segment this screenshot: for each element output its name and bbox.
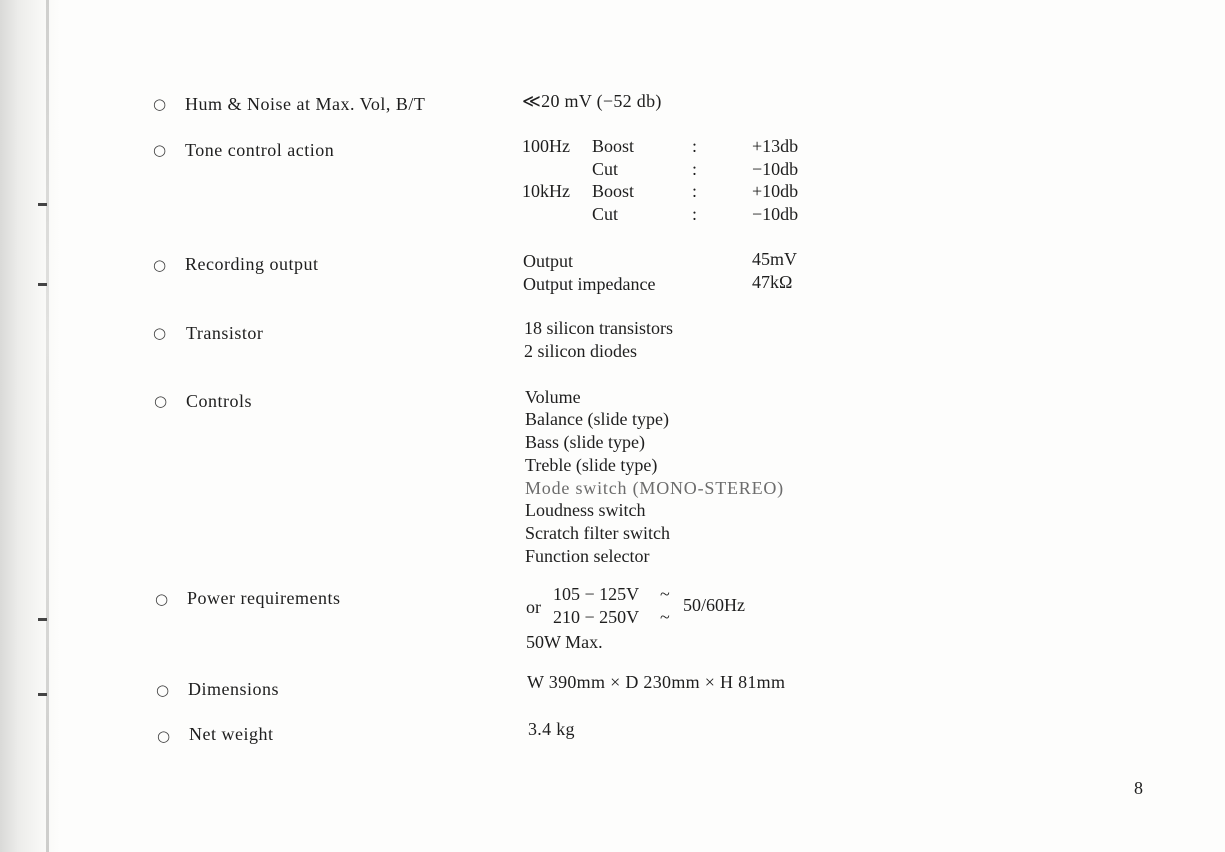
ac-symbol-icon: ~ xyxy=(660,584,670,604)
control-line: Loudness switch xyxy=(525,500,646,520)
tone-type: Cut xyxy=(592,204,619,224)
control-line: Bass (slide type) xyxy=(525,432,645,452)
recording-row-value: 47kΩ xyxy=(752,272,793,292)
power-voltage: 105 − 125V xyxy=(553,584,640,604)
spec-label-tone-control: Tone control action xyxy=(185,140,335,160)
recording-row-name: Output xyxy=(523,251,574,271)
spec-value-hum-noise: ≪20 mV (−52 db) xyxy=(522,91,662,111)
recording-row-name: Output impedance xyxy=(523,274,656,294)
bullet-icon: ○ xyxy=(153,141,167,159)
spec-label-controls: Controls xyxy=(186,391,253,411)
binding-mark xyxy=(38,283,47,286)
tone-band: 10kHz xyxy=(522,181,570,201)
spec-value-net-weight: 3.4 kg xyxy=(528,719,575,739)
tone-band: 100Hz xyxy=(522,136,570,156)
tone-separator: : xyxy=(692,181,698,201)
spec-label-power-requirements: Power requirements xyxy=(187,588,341,608)
spec-label-net-weight: Net weight xyxy=(189,724,274,744)
bullet-icon: ○ xyxy=(153,324,167,342)
ac-symbol-icon: ~ xyxy=(660,607,670,627)
control-line: Mode switch (MONO-STEREO) xyxy=(525,478,784,498)
power-voltage: 210 − 250V xyxy=(553,607,640,627)
spec-label-recording-output: Recording output xyxy=(185,254,319,274)
bullet-icon: ○ xyxy=(153,256,167,274)
control-line: Volume xyxy=(525,387,581,407)
bullet-icon: ○ xyxy=(157,727,171,745)
binding-mark xyxy=(38,693,47,696)
spec-label-dimensions: Dimensions xyxy=(188,679,280,699)
recording-row-value: 45mV xyxy=(752,249,797,269)
transistor-line: 2 silicon diodes xyxy=(524,341,637,361)
spec-label-transistor: Transistor xyxy=(186,323,264,343)
tone-value: +10db xyxy=(752,181,799,201)
tone-value: −10db xyxy=(752,204,799,224)
control-line: Function selector xyxy=(525,546,650,566)
page-number: 8 xyxy=(1134,778,1143,798)
control-line: Scratch filter switch xyxy=(525,523,670,543)
bullet-icon: ○ xyxy=(154,392,168,410)
tone-separator: : xyxy=(692,159,698,179)
tone-separator: : xyxy=(692,204,698,224)
page-binding-shadow xyxy=(0,0,60,852)
power-max: 50W Max. xyxy=(526,632,603,652)
control-line: Balance (slide type) xyxy=(525,409,669,429)
tone-value: −10db xyxy=(752,159,799,179)
spec-label-hum-noise: Hum & Noise at Max. Vol, B/T xyxy=(185,94,426,114)
page-spine xyxy=(46,0,49,852)
tone-type: Boost xyxy=(592,136,635,156)
binding-mark xyxy=(38,203,47,206)
spec-value-dimensions: W 390mm × D 230mm × H 81mm xyxy=(527,672,786,692)
transistor-line: 18 silicon transistors xyxy=(524,318,673,338)
power-prefix: or xyxy=(526,597,541,617)
control-line: Treble (slide type) xyxy=(525,455,658,475)
power-frequency: 50/60Hz xyxy=(683,595,745,615)
bullet-icon: ○ xyxy=(156,681,170,699)
bullet-icon: ○ xyxy=(155,590,169,608)
tone-type: Cut xyxy=(592,159,619,179)
tone-value: +13db xyxy=(752,136,799,156)
bullet-icon: ○ xyxy=(153,95,167,113)
tone-separator: : xyxy=(692,136,698,156)
binding-mark xyxy=(38,618,47,621)
tone-type: Boost xyxy=(592,181,635,201)
